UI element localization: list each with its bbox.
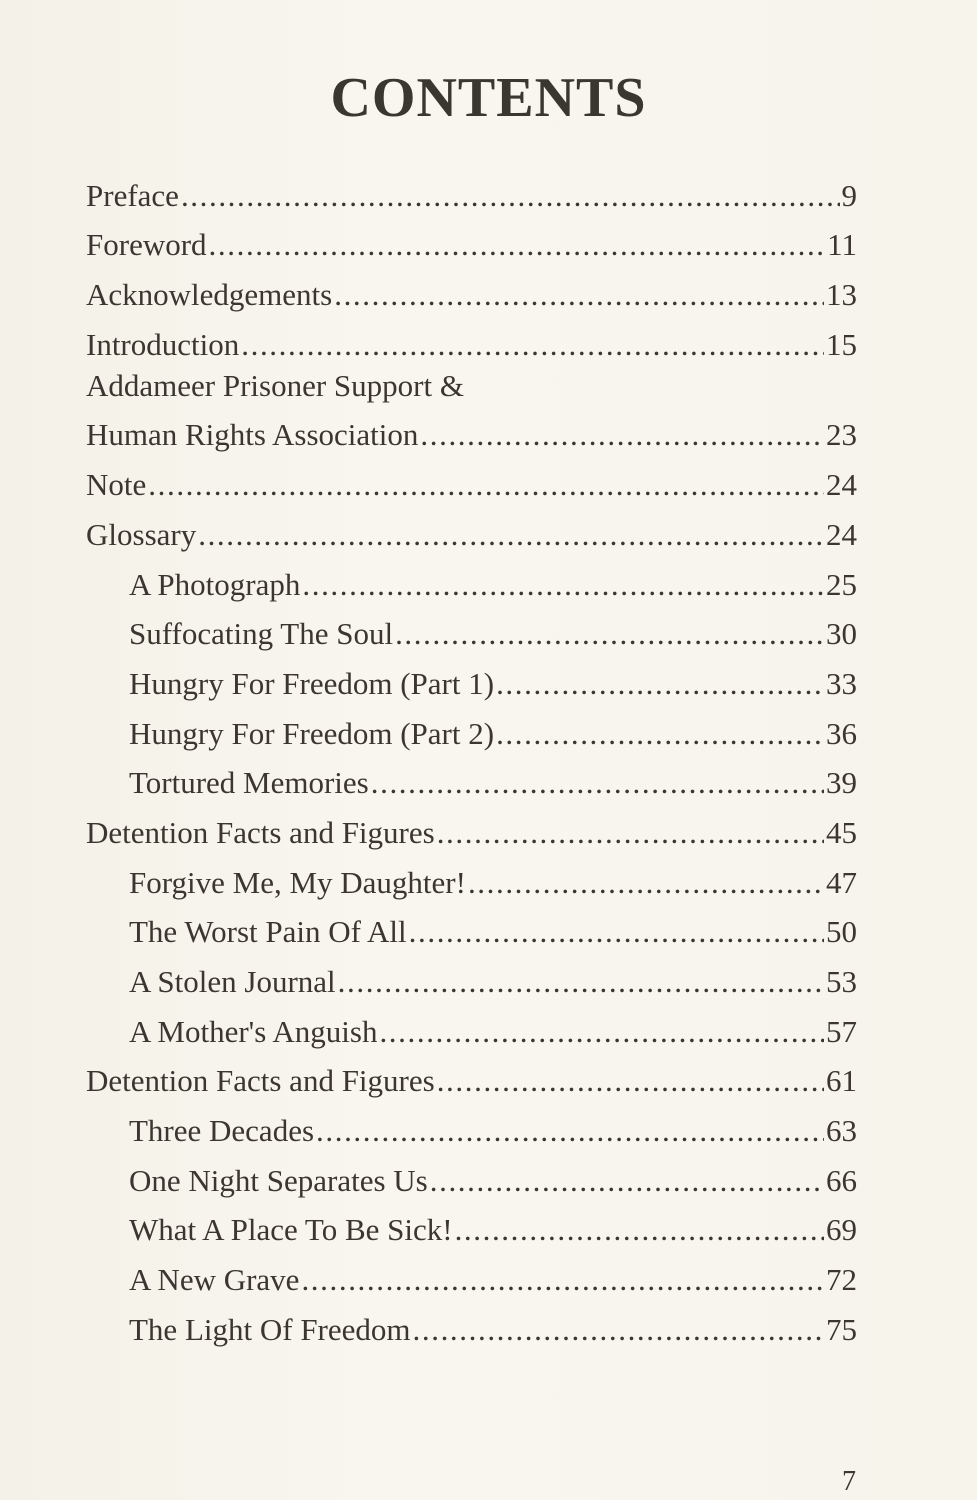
dot-leader: [302, 565, 824, 605]
toc-entry-title: Acknowledgements: [86, 277, 333, 313]
toc-entry[interactable]: [86, 1002, 857, 1052]
toc-entry-page: 39: [826, 765, 857, 801]
toc-entry-title: A Stolen Journal: [129, 964, 336, 999]
toc-entry-page: 24: [826, 467, 857, 503]
toc-entry-title: The Light Of Freedom: [129, 1311, 411, 1347]
toc-entry-page: 24: [826, 516, 857, 552]
toc-entry[interactable]: [86, 1052, 857, 1102]
toc-entry-title: Human Rights Association: [86, 417, 419, 453]
toc-entry-page: 50: [826, 914, 857, 950]
toc-entry-page: 72: [826, 1262, 857, 1298]
toc-entry[interactable]: [86, 406, 857, 456]
toc-entry[interactable]: [86, 1201, 857, 1251]
dot-leader: [437, 813, 824, 853]
toc-entry-page: 11: [827, 227, 857, 263]
dot-leader: [338, 962, 824, 1002]
dot-leader: [371, 763, 824, 803]
toc-entry-title: Preface: [86, 177, 179, 213]
toc-entry[interactable]: [86, 216, 857, 266]
dot-leader: [198, 515, 824, 555]
toc-entry[interactable]: [86, 704, 857, 754]
toc-entry-page: 13: [826, 277, 857, 313]
dot-leader: [209, 225, 826, 265]
toc-entry-title: Hungry For Freedom (Part 2): [129, 715, 495, 751]
toc-entry-page: 57: [826, 1013, 857, 1049]
toc-entry-title: Detention Facts and Figures: [86, 814, 435, 850]
toc-entry-title: Foreword: [86, 227, 207, 263]
toc-entry-title: A Mother's Anguish: [129, 1013, 378, 1049]
toc-entry-title: Hungry For Freedom (Part 1): [129, 665, 495, 701]
toc-entry[interactable]: [86, 1250, 857, 1300]
toc-entry-title: Suffocating The Soul: [129, 616, 394, 652]
toc-entry-page: 53: [826, 964, 857, 999]
page-title: CONTENTS: [330, 67, 647, 129]
toc-entry[interactable]: [86, 903, 857, 953]
dot-leader: [468, 863, 824, 903]
toc-entry-page: 75: [826, 1311, 857, 1347]
toc-entry-page: 25: [826, 566, 857, 602]
dot-leader: [241, 325, 824, 365]
toc-entry[interactable]: [86, 1151, 857, 1201]
dot-leader: [413, 1310, 824, 1350]
toc-entry[interactable]: [86, 265, 857, 315]
toc-entry-page: 33: [826, 665, 857, 701]
toc-entry-title: Tortured Memories: [129, 765, 369, 801]
toc-entry-title: Three Decades: [129, 1113, 315, 1149]
toc-entry-title: Forgive Me, My Daughter!: [129, 864, 466, 900]
toc-entry-page: 47: [826, 864, 857, 900]
toc-entry-page: 61: [826, 1063, 857, 1099]
toc-entry-title: A Photograph: [129, 566, 301, 602]
toc-entry[interactable]: [86, 803, 857, 853]
toc-entry-page: 15: [826, 326, 857, 362]
toc-entry-page: 36: [826, 715, 857, 751]
dot-leader: [430, 1161, 824, 1201]
toc-entry-title: Addameer Prisoner Support &: [86, 367, 464, 403]
toc-entry[interactable]: [86, 315, 857, 365]
toc-entry-title: What A Place To Be Sick!: [129, 1212, 453, 1248]
toc-entry-page: 69: [826, 1212, 857, 1248]
toc-entry-line: [86, 365, 857, 406]
toc-entry-page: 66: [826, 1162, 857, 1198]
toc-entry[interactable]: [86, 1101, 857, 1151]
dot-leader: [316, 1111, 824, 1151]
dot-leader: [420, 415, 824, 455]
dot-leader: [395, 614, 824, 654]
toc-entry[interactable]: [86, 605, 857, 655]
toc-entry-title: The Worst Pain Of All: [129, 914, 407, 950]
page-number: 7: [842, 1466, 856, 1497]
toc-entry[interactable]: [86, 754, 857, 804]
dot-leader: [181, 176, 840, 216]
dot-leader: [379, 1012, 824, 1052]
dot-leader: [437, 1061, 824, 1101]
toc-entry-title: Note: [86, 467, 147, 503]
toc-entry-page: 45: [826, 814, 857, 850]
toc-entry[interactable]: [86, 555, 857, 605]
toc-entry[interactable]: [86, 505, 857, 555]
toc-entry-page: 30: [826, 616, 857, 652]
toc-entry[interactable]: [86, 952, 857, 1002]
toc-entry-title: A New Grave: [129, 1262, 300, 1298]
dot-leader: [409, 912, 824, 952]
toc-entry-page: 9: [841, 177, 857, 213]
toc-entry[interactable]: [86, 1300, 857, 1350]
dot-leader: [334, 275, 824, 315]
toc-entry[interactable]: [86, 654, 857, 704]
dot-leader: [496, 664, 824, 704]
dot-leader: [301, 1260, 824, 1300]
toc-entry[interactable]: [86, 853, 857, 903]
toc-entry-title: Glossary: [86, 516, 197, 552]
table-of-contents: [86, 166, 857, 1350]
dot-leader: [148, 465, 824, 505]
dot-leader: [496, 714, 824, 754]
toc-entry-page: 63: [826, 1113, 857, 1149]
toc-entry[interactable]: [86, 166, 857, 216]
dot-leader: [455, 1210, 824, 1250]
toc-entry-title: One Night Separates Us: [129, 1162, 428, 1198]
toc-entry[interactable]: [86, 455, 857, 505]
toc-entry-title: Introduction: [86, 326, 240, 362]
toc-entry-title: Detention Facts and Figures: [86, 1063, 435, 1099]
toc-entry-page: 23: [826, 417, 857, 453]
